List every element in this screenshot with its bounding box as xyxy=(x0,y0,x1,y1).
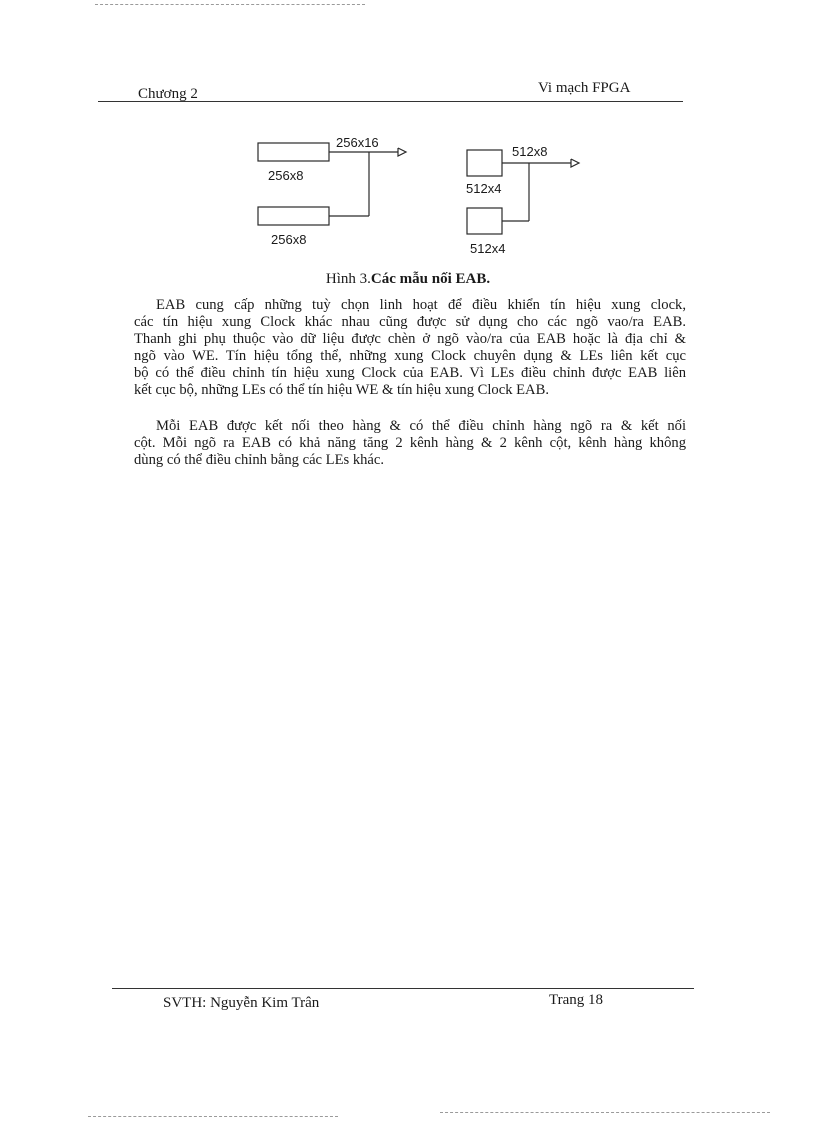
paragraph1-line-1: EAB cung cấp những tuỳ chọn linh hoạt để điều khiển tín hiệu xung clock, xyxy=(156,297,686,313)
figure-caption-prefix: Hình 3. xyxy=(325,271,371,287)
paragraph1-line-2: các tín hiệu xung Clock khác nhau cũng được sử dụng cho các ngõ vao/ra EAB. xyxy=(134,314,686,330)
left-bottom-block-label: 256x8 xyxy=(271,232,307,247)
paragraph1-line-4: ngõ vào WE. Tín hiệu tổng thể, những xung Clock chuyên dụng & LEs liên kết cục xyxy=(134,348,686,364)
paragraph-eab-clock xyxy=(134,297,686,399)
footer-author: SVTH: Nguyễn Kim Trân xyxy=(163,995,320,1011)
right-bottom-eab-block xyxy=(467,208,502,234)
paragraph2-line-1: Mỗi EAB được kết nối theo hàng & có thể điều chỉnh hàng ngõ ra & kết nối xyxy=(156,418,686,434)
header-rule xyxy=(98,101,683,102)
paragraph2-line-2: cột. Mỗi ngõ ra EAB có khả năng tăng 2 kênh hàng & 2 kênh cột, kênh hàng không xyxy=(134,435,686,451)
left-output-label: 256x16 xyxy=(336,135,379,150)
left-bottom-eab-block xyxy=(258,207,329,225)
footer-rule xyxy=(112,988,694,989)
paragraph1-line-6: kết cục bộ, những LEs có thể tín hiệu WE & tín hiệu xung Clock EAB. xyxy=(134,382,549,398)
scan-artifact-bottom-left xyxy=(88,1116,338,1117)
paragraph2-line-3: dùng có thể điều chỉnh bằng các LEs khác. xyxy=(134,452,385,468)
paragraph-eab-connection xyxy=(134,418,686,469)
right-output-arrow xyxy=(571,159,579,167)
left-top-eab-block xyxy=(258,143,329,161)
scan-artifact-bottom-right xyxy=(440,1112,770,1113)
paragraph1-line-3: Thanh ghi phụ thuộc vào dữ liệu được chèn ở ngõ vào/ra của EAB hoặc là địa chỉ & xyxy=(134,331,686,347)
right-bottom-block-label: 512x4 xyxy=(470,241,506,256)
subject-title: Vi mạch FPGA xyxy=(538,80,631,96)
right-top-eab-block xyxy=(467,150,502,176)
chapter-title: Chương 2 xyxy=(138,86,198,102)
left-output-arrow xyxy=(398,148,406,156)
footer-page-number: Trang 18 xyxy=(549,992,604,1008)
left-top-block-label: 256x8 xyxy=(268,168,304,183)
eab-connection-figure xyxy=(0,120,816,270)
scan-artifact-top xyxy=(95,4,365,5)
right-output-label: 512x8 xyxy=(512,144,548,159)
figure-caption-title: Các mẫu nối EAB. xyxy=(370,271,491,287)
paragraph1-line-5: bộ có thể điều chỉnh tín hiệu xung Clock của EAB. Vì LEs điều chỉnh được EAB liên xyxy=(134,365,686,381)
figure-caption xyxy=(0,271,816,288)
right-top-block-label: 512x4 xyxy=(466,181,502,196)
